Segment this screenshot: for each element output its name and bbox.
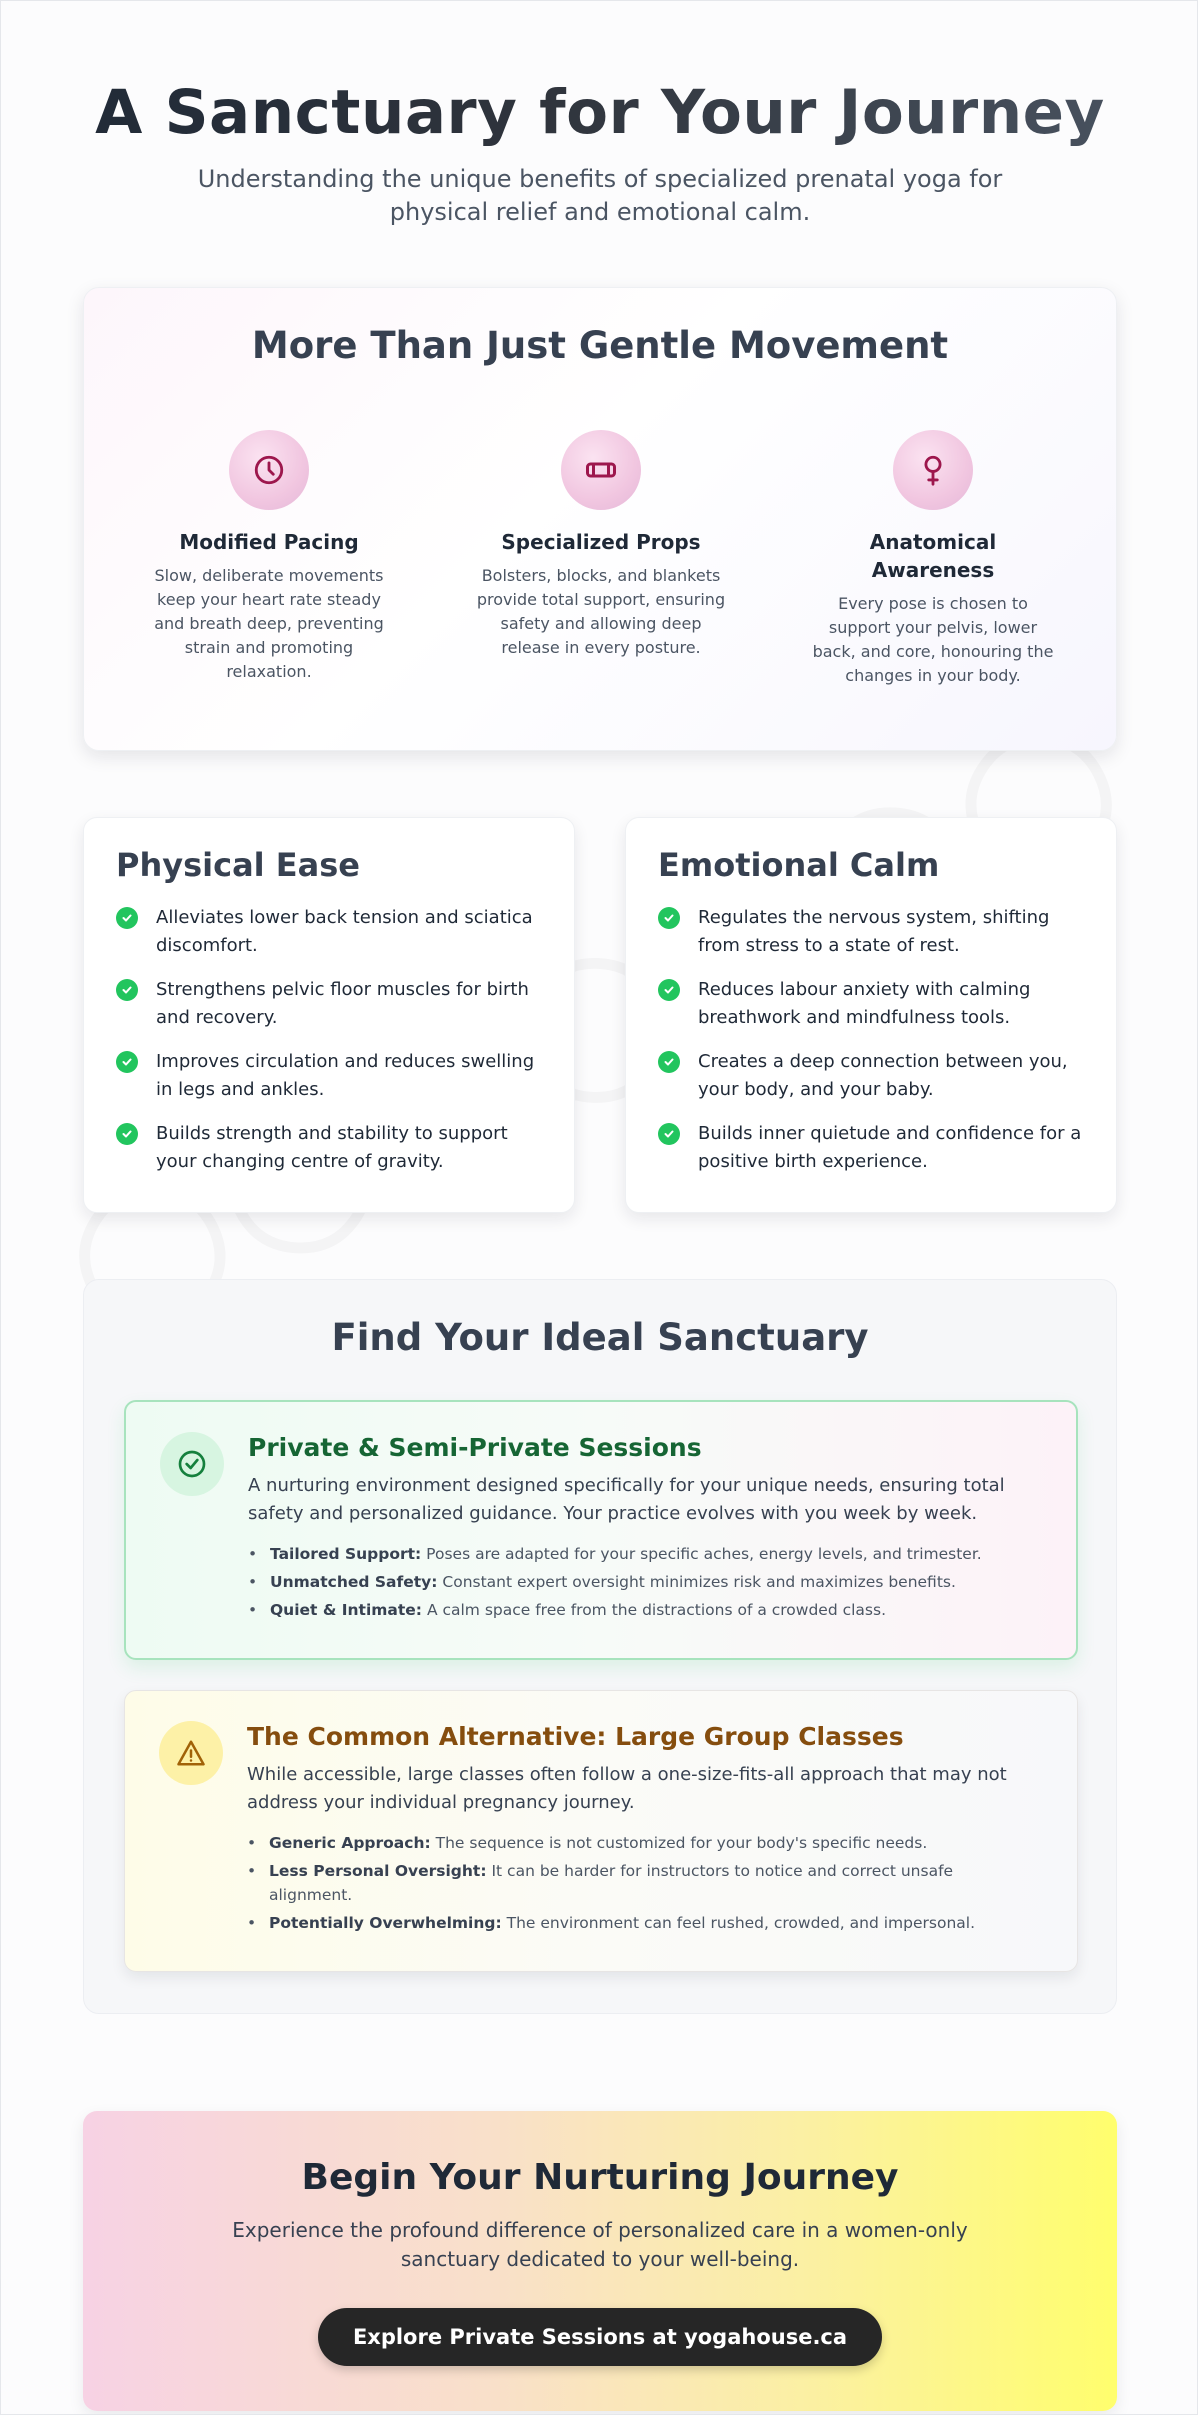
list-item: Reduces labour anxiety with calming breathwork and mindfulness tools. bbox=[658, 976, 1084, 1032]
group-classes-card bbox=[124, 1690, 1078, 1972]
hero-section bbox=[1, 75, 1198, 229]
list-item: Improves circulation and reduces swelling in legs and ankles. bbox=[116, 1048, 542, 1104]
cta-section bbox=[83, 2111, 1117, 2411]
feature-text: Bolsters, blocks, and blankets provide total support, ensuring safety and allowing deep release in every posture. bbox=[476, 566, 726, 657]
private-sessions-title: Private & Semi-Private Sessions bbox=[248, 1433, 702, 1462]
emotional-calm-card bbox=[625, 817, 1117, 1213]
page-subtitle: Understanding the unique benefits of specialized prenatal yoga for physical relief and emotional calm. bbox=[197, 165, 1003, 226]
sanctuary-title: Find Your Ideal Sanctuary bbox=[331, 1316, 869, 1359]
features-title: More Than Just Gentle Movement bbox=[251, 324, 949, 367]
feature-title: Modified Pacing bbox=[179, 530, 359, 554]
cta-text: Experience the profound difference of personalized care in a women-only sanctuary dedicated to your well-being. bbox=[232, 2218, 968, 2271]
explore-private-sessions-button[interactable]: Explore Private Sessions at yogahouse.ca bbox=[318, 2308, 882, 2366]
private-sessions-card bbox=[124, 1400, 1078, 1660]
feature-title: Anatomical Awareness bbox=[869, 530, 997, 582]
feature-title: Specialized Props bbox=[501, 530, 701, 554]
feature-modified-pacing bbox=[144, 430, 394, 684]
private-sessions-points bbox=[248, 1542, 1036, 1622]
check-icon bbox=[116, 1051, 138, 1073]
check-circle-icon bbox=[160, 1432, 224, 1496]
bolster-icon bbox=[561, 430, 641, 510]
list-item: • Quiet & Intimate: A calm space free from the distractions of a crowded class. bbox=[248, 1598, 1036, 1622]
feature-text: Every pose is chosen to support your pelvis, lower back, and core, honouring the changes in your body. bbox=[812, 594, 1054, 685]
features-card bbox=[83, 287, 1117, 751]
group-classes-title: The Common Alternative: Large Group Classes bbox=[247, 1722, 904, 1751]
emotional-calm-title: Emotional Calm bbox=[658, 846, 940, 884]
check-icon bbox=[658, 1051, 680, 1073]
list-item: Strengthens pelvic floor muscles for birth and recovery. bbox=[116, 976, 542, 1032]
check-icon bbox=[116, 907, 138, 929]
feature-text: Slow, deliberate movements keep your heart rate steady and breath deep, preventing strain and promoting relaxation. bbox=[154, 566, 384, 681]
clock-icon bbox=[229, 430, 309, 510]
cta-title: Begin Your Nurturing Journey bbox=[301, 2157, 899, 2198]
list-item: Builds inner quietude and confidence for a positive birth experience. bbox=[658, 1120, 1084, 1176]
physical-ease-title: Physical Ease bbox=[116, 846, 360, 884]
list-item: Builds strength and stability to support your changing centre of gravity. bbox=[116, 1120, 542, 1176]
check-icon bbox=[116, 979, 138, 1001]
feature-specialized-props bbox=[476, 430, 726, 660]
sanctuary-section bbox=[83, 1279, 1117, 2014]
physical-ease-card bbox=[83, 817, 575, 1213]
list-item: • Potentially Overwhelming: The environment can feel rushed, crowded, and impersonal. bbox=[247, 1911, 1037, 1935]
warning-triangle-icon bbox=[159, 1721, 223, 1785]
female-symbol-icon bbox=[893, 430, 973, 510]
list-item: • Unmatched Safety: Constant expert oversight minimizes risk and maximizes benefits. bbox=[248, 1570, 1036, 1594]
list-item: • Generic Approach: The sequence is not customized for your body's specific needs. bbox=[247, 1831, 1037, 1855]
check-icon bbox=[116, 1123, 138, 1145]
group-classes-points bbox=[247, 1831, 1037, 1935]
group-classes-description: While accessible, large classes often follow a one-size-fits-all approach that may not address your individual pregnancy journey. bbox=[247, 1764, 1007, 1813]
list-item: Creates a deep connection between you, your body, and your baby. bbox=[658, 1048, 1084, 1104]
check-icon bbox=[658, 1123, 680, 1145]
list-item: • Tailored Support: Poses are adapted for your specific aches, energy levels, and trimester. bbox=[248, 1542, 1036, 1566]
check-icon bbox=[658, 907, 680, 929]
private-sessions-description: A nurturing environment designed specifically for your unique needs, ensuring total safety and personalized guidance. Your practice evolves with you week by week. bbox=[248, 1475, 1005, 1524]
list-item: Regulates the nervous system, shifting from stress to a state of rest. bbox=[658, 904, 1084, 960]
list-item: • Less Personal Oversight: It can be harder for instructors to notice and correct unsafe alignment. bbox=[247, 1859, 1037, 1907]
page-title: A Sanctuary for Your Journey bbox=[1, 75, 1198, 151]
list-item: Alleviates lower back tension and sciatica discomfort. bbox=[116, 904, 542, 960]
physical-ease-list bbox=[116, 904, 542, 1176]
check-icon bbox=[658, 979, 680, 1001]
feature-anatomical-awareness bbox=[808, 430, 1058, 688]
emotional-calm-list bbox=[658, 904, 1084, 1176]
